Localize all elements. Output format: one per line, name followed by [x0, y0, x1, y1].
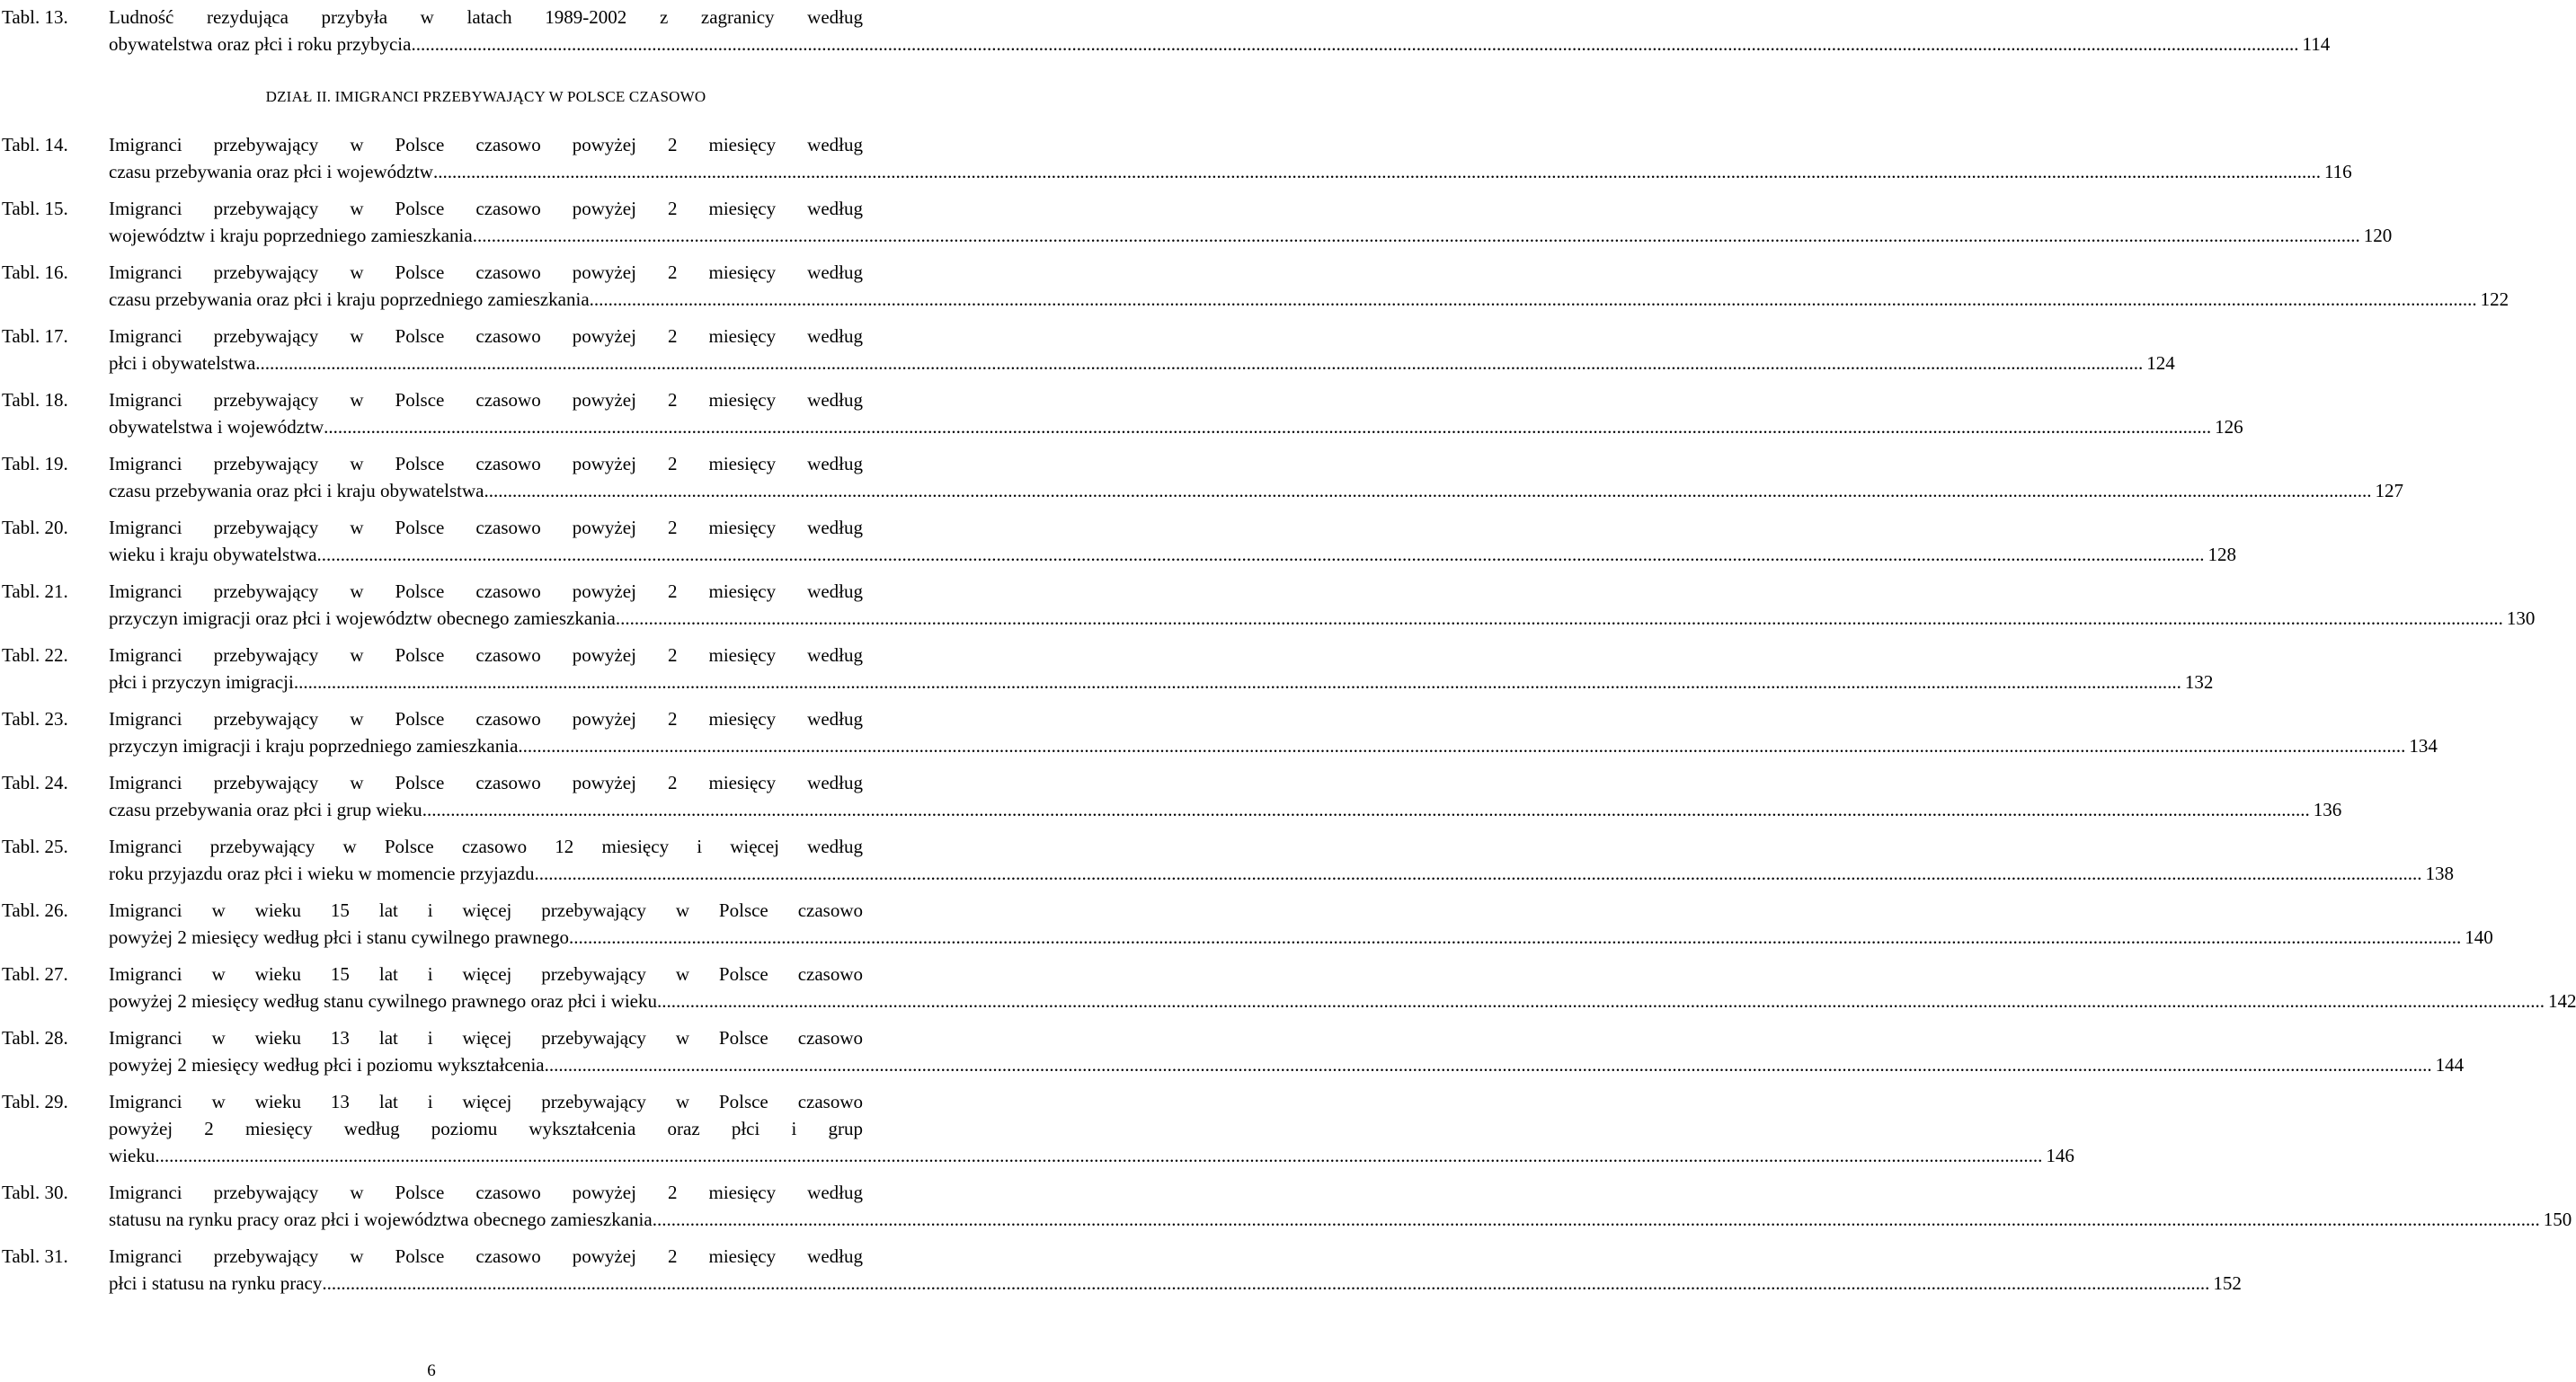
leader-dots: ................................................................................................................................................................................................................................................................................................................................................................................................................	[293, 671, 2181, 693]
entry-title	[109, 1179, 2572, 1233]
table-number: Tabl. 31.	[2, 1245, 68, 1267]
entry-title-line: płci i statusu na rynku pracy	[109, 1272, 323, 1294]
entry-title-line: Imigranci w wieku 15 lat i więcej przebywający w Polsce czasowo	[109, 899, 863, 921]
leader-dots: ................................................................................................................................................................................................................................................................................................................................................................................................................	[652, 1209, 2540, 1230]
entry-title-line: Imigranci przebywający w Polsce czasowo powyżej 2 miesięcy według	[109, 198, 863, 219]
entry-title	[109, 259, 2509, 313]
table-number: Tabl. 23.	[2, 708, 68, 730]
leader-dots: ................................................................................................................................................................................................................................................................................................................................................................................................................	[615, 607, 2503, 629]
entry-title-line: Imigranci przebywający w Polsce czasowo powyżej 2 miesięcy według	[109, 134, 863, 155]
table-number: Tabl. 15.	[2, 198, 68, 219]
entry-title	[109, 1243, 2242, 1297]
entry-title-line: powyżej 2 miesięcy według płci i poziomu wykształcenia	[109, 1054, 545, 1076]
leader-dots: ................................................................................................................................................................................................................................................................................................................................................................................................................	[411, 33, 2299, 55]
entry-title	[109, 1088, 2074, 1169]
entry-last-line	[109, 413, 2243, 440]
entry-title-line: Imigranci przebywający w Polsce czasowo powyżej 2 miesięcy według	[109, 453, 863, 474]
entry-last-line	[109, 860, 2454, 887]
table-number: Tabl. 22.	[2, 644, 68, 666]
page-reference[interactable]: 126	[2215, 416, 2243, 438]
entry-title	[109, 1024, 2465, 1078]
leader-dots: ................................................................................................................................................................................................................................................................................................................................................................................................................	[432, 161, 2321, 182]
page-reference[interactable]: 120	[2363, 225, 2393, 246]
entry-last-line	[109, 988, 2576, 1014]
entry-title-line: roku przyjazdu oraz płci i wieku w momencie przyjazdu	[109, 863, 535, 884]
leader-dots: ................................................................................................................................................................................................................................................................................................................................................................................................................	[589, 288, 2477, 310]
page-reference[interactable]: 152	[2213, 1272, 2242, 1294]
entry-title-line: Imigranci w wieku 13 lat i więcej przebywający w Polsce czasowo	[109, 1027, 863, 1049]
entry-last-line	[109, 1206, 2572, 1233]
leader-dots: ................................................................................................................................................................................................................................................................................................................................................................................................................	[534, 863, 2422, 884]
entry-title	[109, 386, 2243, 440]
page-reference[interactable]: 142	[2547, 990, 2576, 1012]
table-number: Tabl. 14.	[2, 134, 68, 155]
leader-dots: ................................................................................................................................................................................................................................................................................................................................................................................................................	[573, 926, 2462, 948]
entry-title-line: powyżej 2 miesięcy według poziomu wykształcenia oraz płci i grup	[109, 1118, 863, 1139]
entry-last-line	[109, 669, 2214, 695]
entry-title	[109, 897, 2493, 951]
entry-title-line: województw i kraju poprzedniego zamieszkania	[109, 225, 473, 246]
entry-last-line	[109, 1142, 2074, 1169]
page-reference[interactable]: 140	[2465, 926, 2493, 948]
entry-title	[109, 514, 2237, 568]
entry-title-line: Imigranci przebywający w Polsce czasowo powyżej 2 miesięcy według	[109, 580, 863, 602]
entry-title-line: Imigranci w wieku 15 lat i więcej przebywający w Polsce czasowo	[109, 963, 863, 985]
table-number: Tabl. 16.	[2, 261, 68, 283]
entry-title-line: wieku i kraju obywatelstwa	[109, 544, 317, 565]
entry-last-line	[109, 31, 2331, 58]
leader-dots: ................................................................................................................................................................................................................................................................................................................................................................................................................	[255, 352, 2144, 374]
entry-title-line: czasu przebywania oraz płci i kraju obywatelstwa	[109, 480, 484, 501]
entry-title	[109, 705, 2438, 759]
entry-title-line: Imigranci przebywający w Polsce czasowo powyżej 2 miesięcy według	[109, 517, 863, 538]
entry-title-line: powyżej 2 miesięcy według stanu cywilnego prawnego oraz płci i wieku	[109, 990, 657, 1012]
entry-title	[109, 131, 2352, 185]
entry-title	[109, 961, 2576, 1014]
entry-last-line	[109, 924, 2493, 951]
entry-last-line	[109, 605, 2536, 632]
entry-title	[109, 450, 2403, 504]
leader-dots: ................................................................................................................................................................................................................................................................................................................................................................................................................	[324, 416, 2212, 438]
entry-title-line: statusu na rynku pracy oraz płci i województwa obecnego zamieszkania	[109, 1209, 653, 1230]
page-reference[interactable]: 114	[2302, 33, 2331, 55]
entry-title-line: czasu przebywania oraz płci i województw	[109, 161, 433, 182]
leader-dots: ................................................................................................................................................................................................................................................................................................................................................................................................................	[322, 1272, 2210, 1294]
entry-title-line: obywatelstwa oraz płci i roku przybycia	[109, 33, 412, 55]
table-number: Tabl. 17.	[2, 325, 68, 347]
entry-title	[109, 195, 2393, 249]
entry-title-line: wieku	[109, 1145, 155, 1166]
table-number: Tabl. 18.	[2, 389, 68, 411]
entry-last-line	[109, 796, 2342, 823]
entry-title-line: płci i przyczyn imigracji	[109, 671, 294, 693]
entry-title-line: przyczyn imigracji oraz płci i województw obecnego zamieszkania	[109, 607, 616, 629]
table-number: Tabl. 21.	[2, 580, 68, 602]
page-reference[interactable]: 130	[2506, 607, 2536, 629]
entry-title-line: Imigranci przebywający w Polsce czasowo powyżej 2 miesięcy według	[109, 325, 863, 347]
page-reference[interactable]: 132	[2184, 671, 2214, 693]
entry-last-line	[109, 350, 2175, 377]
table-number: Tabl. 27.	[2, 963, 68, 985]
entry-title	[109, 642, 2214, 695]
entry-title	[109, 833, 2454, 887]
entry-last-line	[109, 222, 2393, 249]
page-reference[interactable]: 138	[2425, 863, 2454, 884]
table-number: Tabl. 28.	[2, 1027, 68, 1049]
entry-title	[109, 578, 2536, 632]
page-reference[interactable]: 144	[2435, 1054, 2465, 1076]
section-title: DZIAŁ II. IMIGRANCI PRZEBYWAJĄCY W POLSCE CZASOWO	[265, 88, 706, 105]
table-number: Tabl. 25.	[2, 836, 68, 857]
entry-title-line: płci i obywatelstwa	[109, 352, 256, 374]
page-reference[interactable]: 127	[2375, 480, 2403, 501]
table-number: Tabl. 29.	[2, 1091, 68, 1112]
entry-title-line: czasu przebywania oraz płci i grup wieku	[109, 799, 422, 820]
entry-last-line	[109, 477, 2403, 504]
leader-dots: ................................................................................................................................................................................................................................................................................................................................................................................................................	[484, 480, 2372, 501]
leader-dots: ................................................................................................................................................................................................................................................................................................................................................................................................................	[656, 990, 2545, 1012]
entry-last-line	[109, 541, 2237, 568]
page-reference[interactable]: 122	[2480, 288, 2509, 310]
entry-last-line	[109, 1051, 2465, 1078]
entry-title-line: przyczyn imigracji i kraju poprzedniego zamieszkania	[109, 735, 519, 757]
entry-title-line: Imigranci przebywający w Polsce czasowo 12 miesięcy i więcej według	[109, 836, 863, 857]
page-reference[interactable]: 116	[2323, 161, 2352, 182]
table-number: Tabl. 19.	[2, 453, 68, 474]
leader-dots: ................................................................................................................................................................................................................................................................................................................................................................................................................	[518, 735, 2406, 757]
table-number: Tabl. 24.	[2, 772, 68, 793]
entry-last-line	[109, 158, 2352, 185]
entry-title	[109, 323, 2175, 377]
entry-title-line: powyżej 2 miesięcy według płci i stanu cywilnego prawnego.	[109, 926, 574, 948]
entry-title	[109, 769, 2342, 823]
page-reference[interactable]: 146	[2046, 1145, 2074, 1166]
entry-title-line: Ludność rezydująca przybyła w latach 1989-2002 z zagranicy według	[109, 6, 863, 28]
entry-title-line: obywatelstwa i województw	[109, 416, 324, 438]
entry-title	[109, 4, 2331, 58]
leader-dots: ................................................................................................................................................................................................................................................................................................................................................................................................................	[155, 1145, 2043, 1166]
entry-last-line	[109, 1270, 2242, 1297]
page-reference[interactable]: 128	[2207, 544, 2237, 565]
entry-title-line: Imigranci przebywający w Polsce czasowo powyżej 2 miesięcy według	[109, 1245, 863, 1267]
entry-title-line: Imigranci przebywający w Polsce czasowo powyżej 2 miesięcy według	[109, 772, 863, 793]
entry-last-line	[109, 286, 2509, 313]
table-number: Tabl. 20.	[2, 517, 68, 538]
leader-dots: ................................................................................................................................................................................................................................................................................................................................................................................................................	[422, 799, 2310, 820]
page-reference[interactable]: 150	[2543, 1209, 2572, 1230]
table-number: Tabl. 26.	[2, 899, 68, 921]
table-number: Tabl. 30.	[2, 1182, 68, 1203]
page-reference[interactable]: 124	[2146, 352, 2175, 374]
page-reference[interactable]: 134	[2409, 735, 2438, 757]
entry-title-line: Imigranci przebywający w Polsce czasowo powyżej 2 miesięcy według	[109, 389, 863, 411]
page-number: 6	[427, 1361, 436, 1380]
page-reference[interactable]: 136	[2313, 799, 2342, 820]
table-number: Tabl. 13.	[2, 6, 68, 28]
leader-dots: ................................................................................................................................................................................................................................................................................................................................................................................................................	[316, 544, 2205, 565]
entry-title-line: Imigranci przebywający w Polsce czasowo powyżej 2 miesięcy według	[109, 261, 863, 283]
entry-title-line: Imigranci przebywający w Polsce czasowo powyżej 2 miesięcy według	[109, 708, 863, 730]
entry-title-line: Imigranci w wieku 13 lat i więcej przebywający w Polsce czasowo	[109, 1091, 863, 1112]
leader-dots: ................................................................................................................................................................................................................................................................................................................................................................................................................	[544, 1054, 2432, 1076]
entry-title-line: Imigranci przebywający w Polsce czasowo powyżej 2 miesięcy według	[109, 1182, 863, 1203]
entry-last-line	[109, 732, 2438, 759]
entry-title-line: czasu przebywania oraz płci i kraju poprzedniego zamieszkania	[109, 288, 590, 310]
leader-dots: ................................................................................................................................................................................................................................................................................................................................................................................................................	[472, 225, 2360, 246]
entry-title-line: Imigranci przebywający w Polsce czasowo powyżej 2 miesięcy według	[109, 644, 863, 666]
